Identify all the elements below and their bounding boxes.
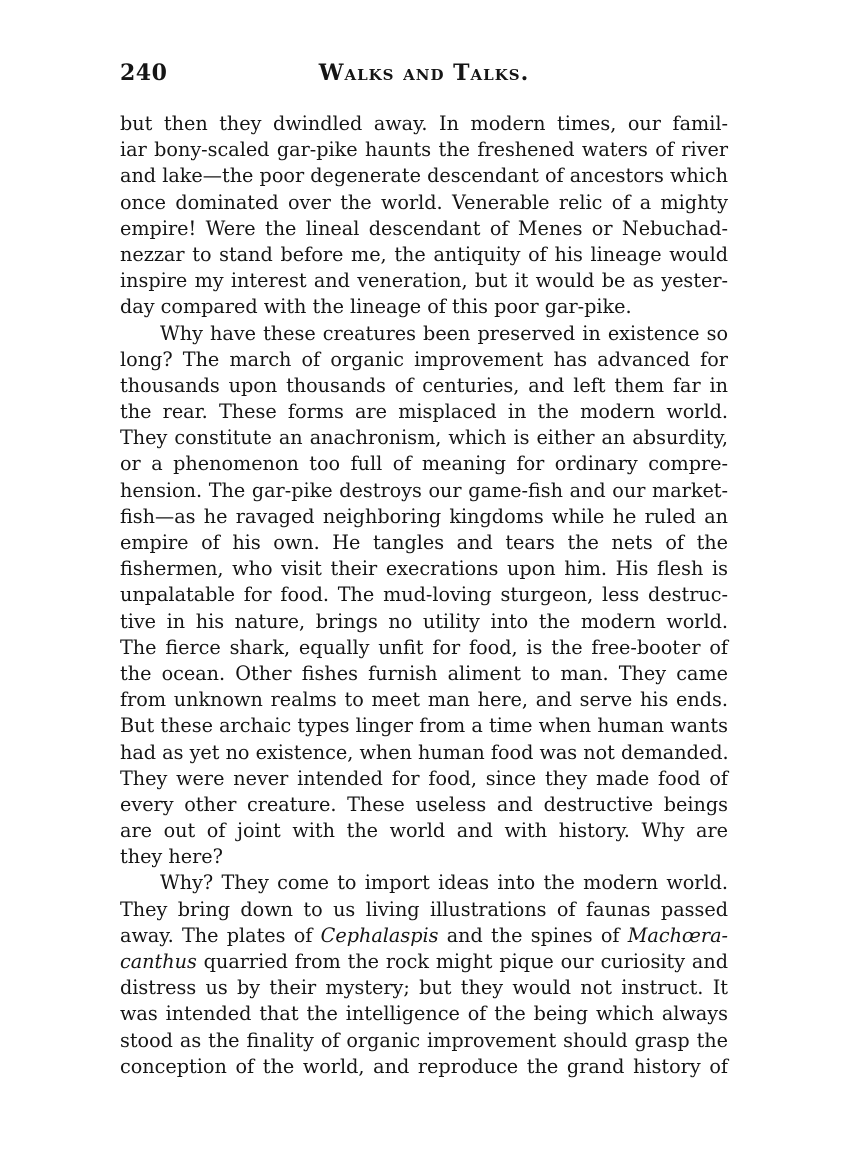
paragraph-start-line: Why have these creatures been preserved in existence so xyxy=(160,321,728,345)
text-line: fish—as he ravaged neighboring kingdoms while he ruled an xyxy=(120,504,728,528)
text-line: or a phenomenon too full of meaning for ordinary compre- xyxy=(120,452,728,476)
italic-term: Machœra- xyxy=(627,923,728,947)
text-line xyxy=(120,949,728,975)
text-line: and lake—the poor degenerate descendant of ancestors which xyxy=(120,164,728,188)
text-line xyxy=(120,923,728,949)
text-line: the ocean. Other fishes furnish aliment to man. They came xyxy=(120,661,728,685)
text-line: inspire my interest and veneration, but it would be as yester- xyxy=(120,269,728,293)
text-line: was intended that the intelligence of the being which always xyxy=(120,1002,728,1026)
running-head: Walks and Talks. xyxy=(318,60,530,86)
page-header xyxy=(120,60,728,90)
text-line: empire of his own. He tangles and tears the nets of the xyxy=(120,531,728,554)
text-line: hension. The gar-pike destroys our game-fish and our market- xyxy=(120,478,728,502)
text-line: tive in his nature, brings no utility into the modern world. xyxy=(120,609,728,633)
text-line: from unknown realms to meet man here, and serve his ends. xyxy=(120,688,728,712)
text-segment: quarried from the rock might pique our curiosity and xyxy=(196,950,728,973)
paragraph-end-line: day compared with the lineage of this poor gar-pike. xyxy=(120,295,632,319)
text-segment: and the spines of xyxy=(438,923,628,947)
text-line: stood as the finality of organic improvement should grasp the xyxy=(120,1028,728,1052)
text-line: nezzar to stand before me, the antiquity of his lineage would xyxy=(120,242,728,266)
text-line: every other creature. These useless and destructive beings xyxy=(120,792,728,816)
text-line: They were never intended for food, since they made food of xyxy=(120,766,728,790)
text-line: fishermen, who visit their execrations upon him. His flesh is xyxy=(120,557,728,581)
text-line: but then they dwindled away. In modern times, our famil- xyxy=(120,112,728,135)
text-line: conception of the world, and reproduce the grand history of xyxy=(120,1054,728,1078)
text-line: But these archaic types linger from a time when human wants xyxy=(120,714,728,738)
text-line: distress us by their mystery; but they would not instruct. It xyxy=(120,976,728,1000)
text-line: The fierce shark, equally unfit for food, is the free-booter of xyxy=(120,635,728,659)
text-line: the rear. These forms are misplaced in the modern world. xyxy=(120,400,728,424)
text-line: once dominated over the world. Venerable relic of a mighty xyxy=(120,190,728,214)
text-line: iar bony-scaled gar-pike haunts the freshened waters of river xyxy=(120,138,728,162)
paragraph-start-line: Why? They come to import ideas into the modern world. xyxy=(160,871,728,895)
text-line: are out of joint with the world and with history. Why are xyxy=(120,819,728,843)
text-line: had as yet no existence, when human food was not demanded. xyxy=(120,740,729,764)
text-line: empire! Were the lineal descendant of Menes or Nebuchad- xyxy=(120,216,728,240)
paragraph-end-line: they here? xyxy=(120,845,223,869)
text-line: unpalatable for food. The mud-loving sturgeon, less destruc- xyxy=(120,583,728,607)
italic-term: canthus xyxy=(120,950,197,973)
text-line: They bring down to us living illustrations of faunas passed xyxy=(120,897,728,921)
italic-term: Cephalaspis xyxy=(320,923,439,947)
text-segment: away. The plates of xyxy=(120,923,321,947)
page-number: 240 xyxy=(120,60,168,86)
text-line: long? The march of organic improvement has advanced for xyxy=(120,347,728,371)
text-line: thousands upon thousands of centuries, and left them far in xyxy=(120,373,728,397)
body-text xyxy=(120,111,728,1080)
text-line: They constitute an anachronism, which is either an absurdity, xyxy=(120,426,728,450)
